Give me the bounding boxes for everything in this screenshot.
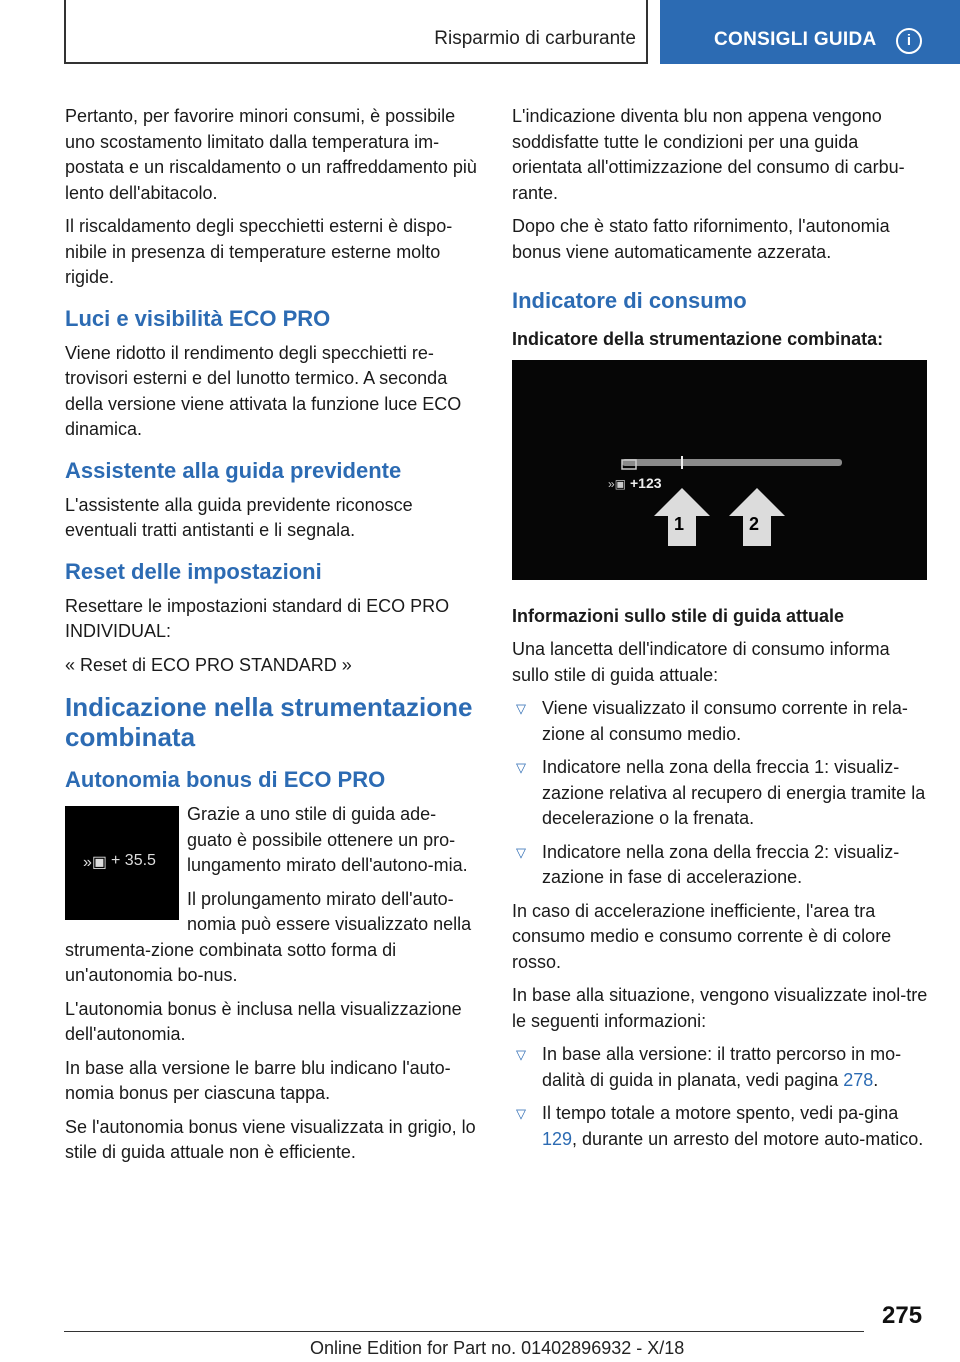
footer-divider	[64, 1331, 864, 1332]
paragraph: Il riscaldamento degli specchietti esterni è dispo-nibile in presenza di temperature esterne molto rigide.	[65, 216, 453, 287]
chapter-label: CONSIGLI GUIDA	[714, 29, 877, 50]
paragraph: L'autonomia bonus è inclusa nella visualizzazione dell'autonomia.	[65, 998, 462, 1044]
bonus-value: + 35.5	[111, 852, 156, 869]
gauge-bonus-value: +123	[630, 475, 662, 491]
heading-autonomia: Autonomia bonus di ECO PRO	[65, 767, 386, 792]
paragraph: Grazie a uno stile di guida ade-guato è possibile ottenere un pro-lungamento mirato dell'autono-mia.	[187, 804, 468, 875]
triangle-bullet-icon: ▽	[516, 701, 526, 716]
list-item-text: , durante un arresto del motore auto-matico.	[572, 1128, 924, 1149]
arrow-2-label: 2	[749, 514, 760, 534]
triangle-bullet-icon: ▽	[516, 760, 526, 775]
heading-consumo: Indicatore di consumo	[512, 288, 747, 313]
heading-info-stile: Informazioni sullo stile di guida attuale	[512, 606, 845, 626]
list-item-text: Indicatore nella zona della freccia 2: visualiz-zazione in fase di accelerazione.	[542, 841, 900, 887]
page-link-129[interactable]: 129	[542, 1128, 573, 1149]
heading-assistente: Assistente alla guida previdente	[65, 457, 402, 483]
consumption-gauge-image	[512, 360, 927, 580]
page-link-278[interactable]: 278	[843, 1069, 874, 1090]
paragraph: L'assistente alla guida previdente riconosce eventuali tratti antistanti e li segnala.	[65, 494, 413, 540]
triangle-bullet-icon: ▽	[516, 1047, 526, 1062]
fuel-pump-icon: »▣	[608, 477, 627, 491]
list-item-text: .	[873, 1069, 879, 1090]
paragraph: Pertanto, per favorire minori consumi, è possibile uno scostamento limitato dalla temperatura im-postata e un riscaldamento o un raffreddamento più lento dell'abitacolo.	[65, 106, 477, 203]
paragraph: Se l'autonomia bonus viene visualizzata in grigio, lo stile di guida attuale non è efficiente.	[65, 1116, 476, 1162]
list-item-text: Viene visualizzato il consumo corrente in rela-zione al consumo medio.	[542, 698, 908, 744]
arrow-1-label: 1	[674, 514, 685, 534]
heading-reset: Reset delle impostazioni	[65, 558, 322, 584]
triangle-bullet-icon: ▽	[516, 844, 526, 860]
paragraph: Dopo che è stato fatto rifornimento, l'autonomia bonus viene automaticamente azzerata.	[512, 216, 890, 262]
list-item	[512, 696, 930, 747]
paragraph: Il prolungamento mirato dell'auto-nomia può essere visualizzato nella strumenta-zione combinata sotto forma di un'autonomia bo-nus.	[65, 888, 472, 985]
right-column	[512, 104, 930, 1160]
bonus-range-display-image	[65, 806, 179, 920]
paragraph: In base alla situazione, vengono visualizzate inol-tre le seguenti informazioni:	[512, 985, 928, 1031]
bullet-list	[512, 1042, 930, 1152]
list-item	[512, 755, 930, 832]
paragraph: « Reset di ECO PRO STANDARD »	[65, 654, 352, 675]
list-item	[512, 840, 930, 891]
heading-strumentazione: Indicatore della strumentazione combinata:	[512, 329, 884, 349]
list-item	[512, 1101, 930, 1152]
triangle-bullet-icon: ▽	[516, 1106, 526, 1121]
heading-luci: Luci e visibilità ECO PRO	[65, 305, 331, 331]
list-item	[512, 1042, 930, 1093]
heading-indicazione: Indicazione nella strumentazione combinata	[65, 692, 473, 752]
paragraph: Viene ridotto il rendimento degli specchietti re-trovisori esterni e del lunotto termico. A seconda della versione viene attivata la funzione luce ECO dinamica.	[65, 342, 462, 439]
gauge-graphic	[512, 360, 927, 580]
list-item-text: In base alla versione: il tratto percorso in mo-dalità di guida in planata, vedi pagina	[542, 1044, 902, 1090]
chapter-tab[interactable]	[660, 0, 960, 64]
list-item-text: Indicatore nella zona della freccia 1: visualiz-zazione relativa al recupero di energia tramite la decelerazione o la frenata.	[542, 757, 926, 828]
paragraph: In base alla versione le barre blu indicano l'auto-nomia bonus per ciascuna tappa.	[65, 1057, 451, 1103]
left-column	[65, 104, 480, 1174]
list-item-text: Il tempo totale a motore spento, vedi pa-gina	[542, 1103, 899, 1123]
fuel-pump-icon: »▣	[83, 854, 108, 871]
paragraph: L'indicazione diventa blu non appena vengono soddisfatte tutte le condizioni per una guida orientata all'ottimizzazione del consumo di carbu-rante.	[512, 106, 905, 203]
footer-edition: Online Edition for Part no. 01402896932 - X/18	[310, 1338, 685, 1358]
page-number: 275	[882, 1302, 923, 1329]
info-icon[interactable]: i	[896, 28, 922, 54]
gauge-bar	[622, 459, 842, 466]
paragraph: Resettare le impostazioni standard di ECO PRO INDIVIDUAL:	[65, 595, 450, 641]
paragraph: Una lancetta dell'indicatore di consumo informa sullo stile di guida attuale:	[512, 639, 890, 685]
paragraph: In caso di accelerazione inefficiente, l'area tra consumo medio e consumo corrente è di colore rosso.	[512, 900, 892, 972]
section-title: Risparmio di carburante	[434, 28, 636, 49]
bullet-list	[512, 696, 930, 891]
